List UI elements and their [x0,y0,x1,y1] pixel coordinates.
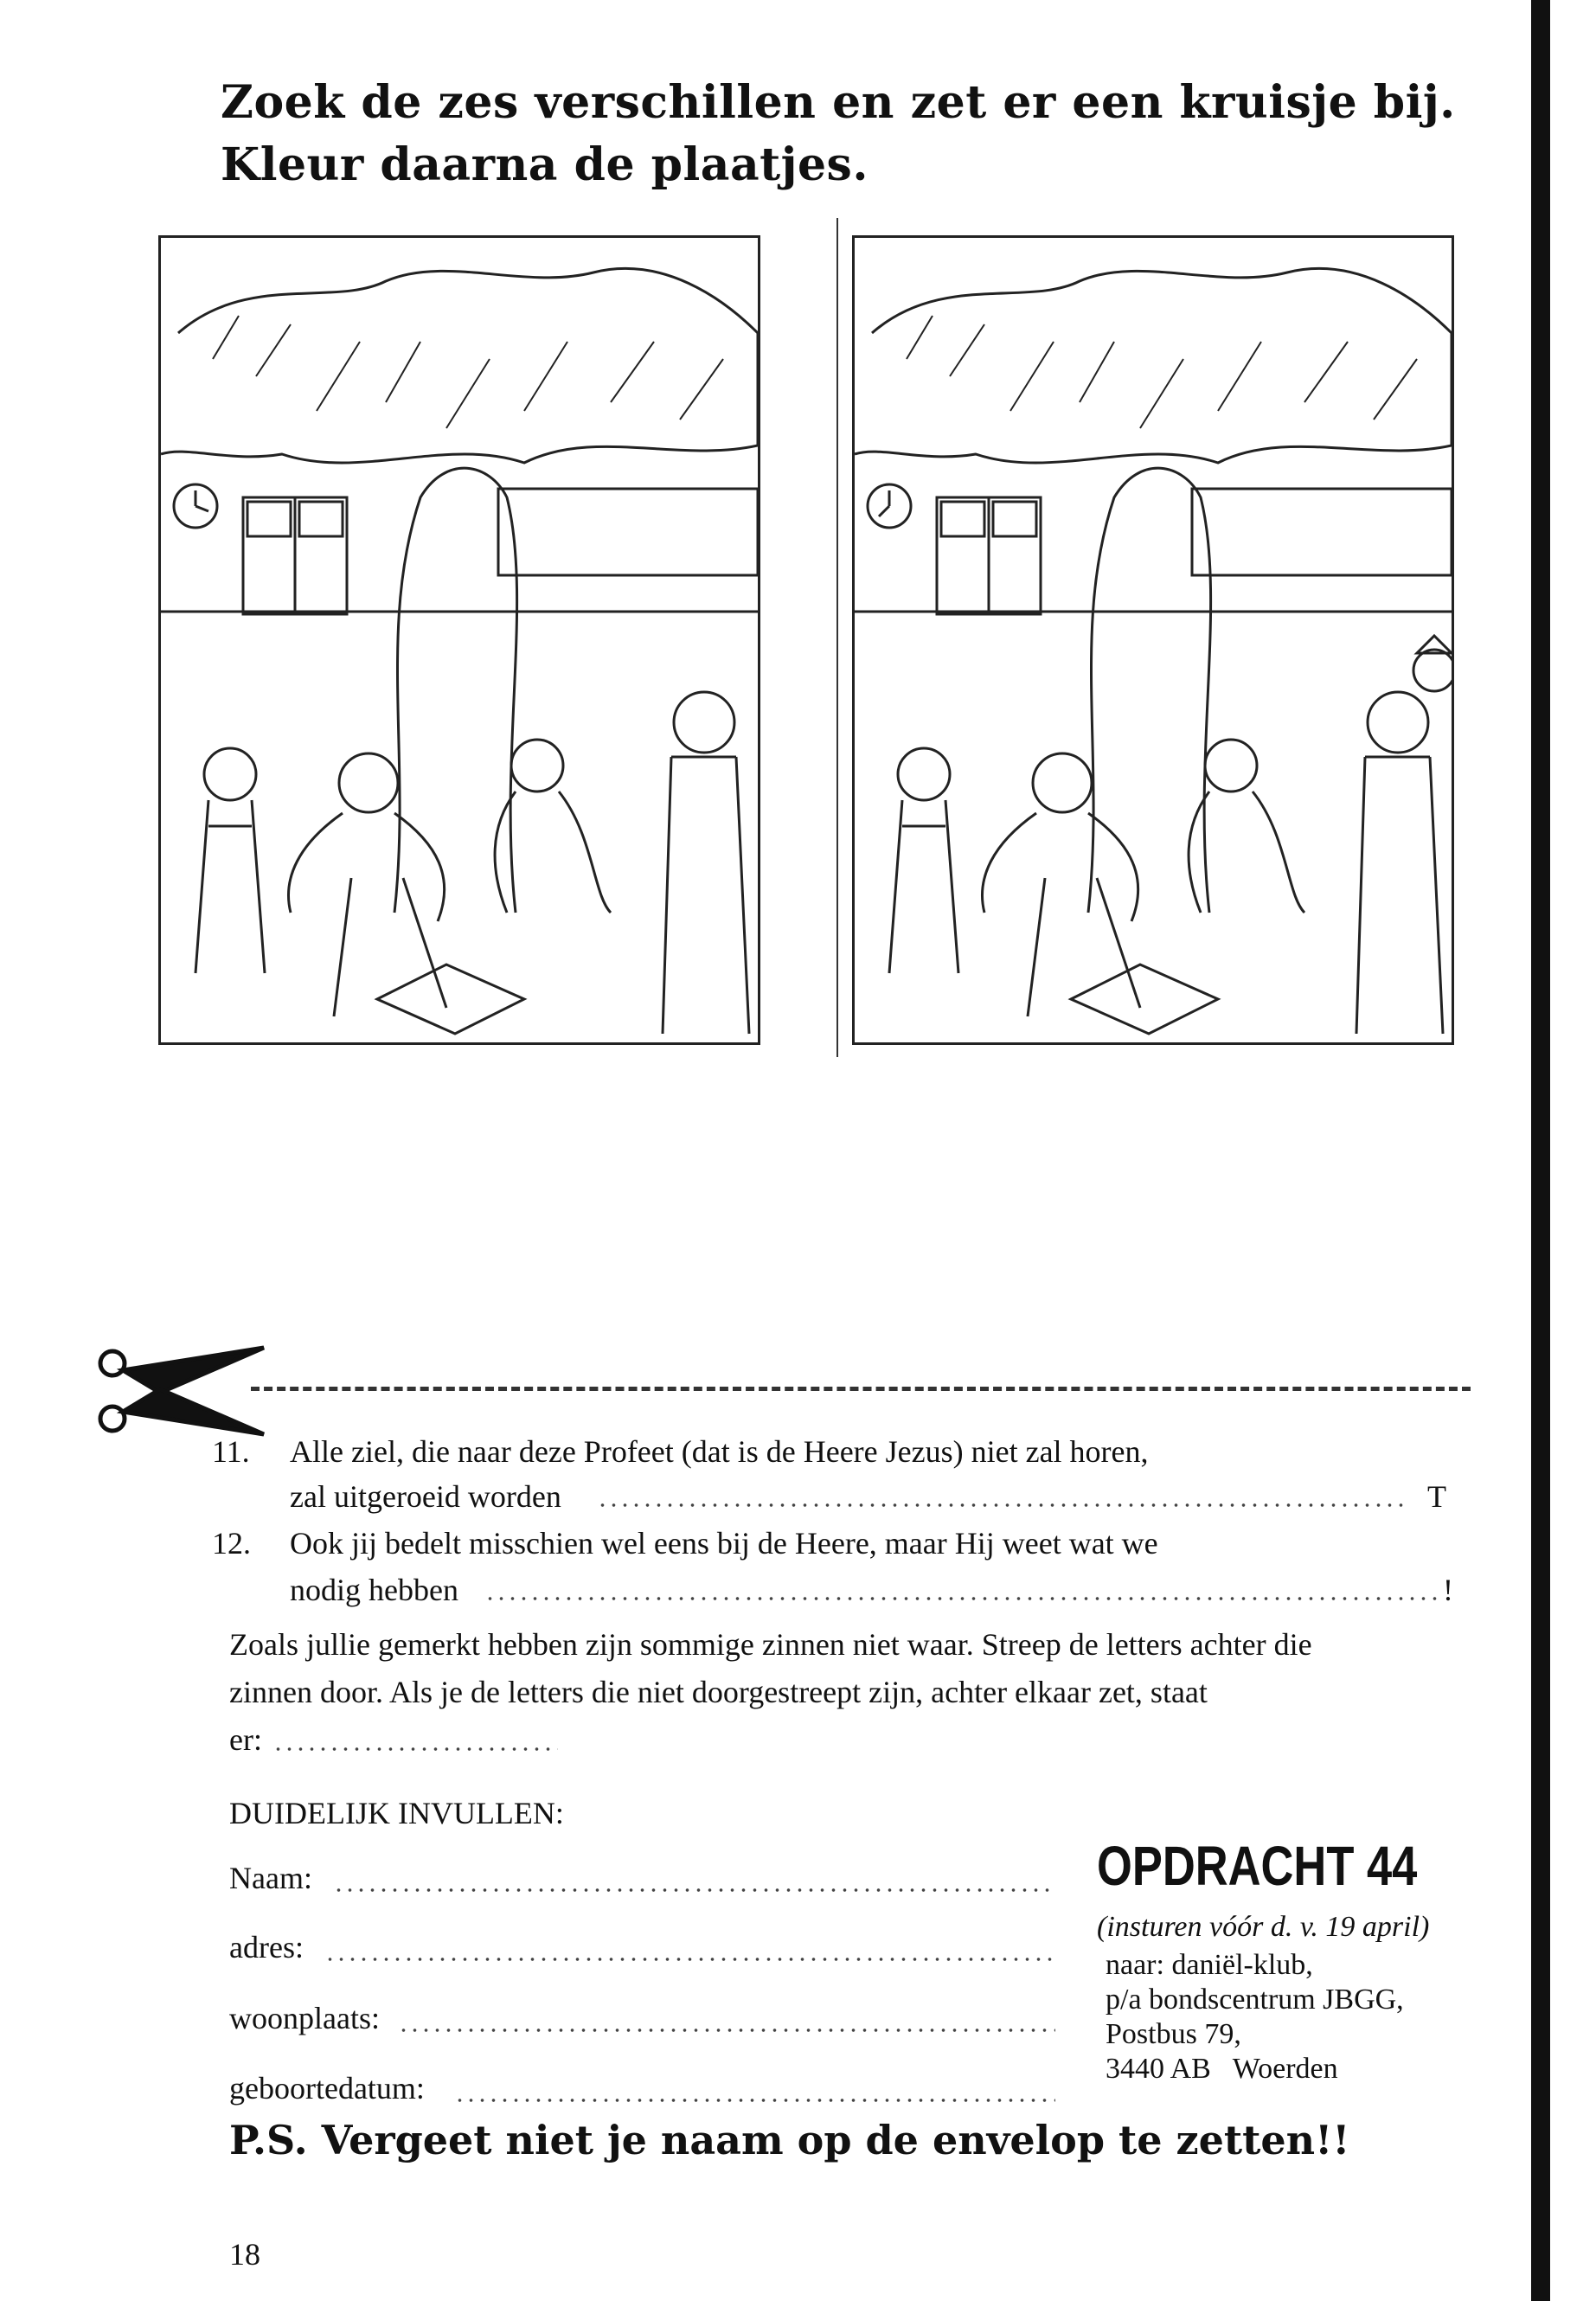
picture-left [158,235,760,1045]
picture-divider [836,218,838,1057]
assignment-deadline: (insturen vóór d. v. 19 april) [1097,1911,1430,1943]
question-12-line-2: nodig hebben [290,1573,458,1607]
name-field[interactable] [333,1888,1055,1892]
schoolyard-drawing-left [161,238,758,1042]
address-field[interactable] [324,1958,1055,1961]
title-line-1: Zoek de zes verschillen en zet er een kruisje bij. [221,76,1456,129]
answer-dots[interactable] [272,1747,558,1751]
instruction-line-2: zinnen door. Als je de letters die niet doorgestreept zijn, achter elkaar zet, staat [229,1675,1208,1709]
postscript: P.S. Vergeet niet je naam op de envelop te zetten!! [229,2117,1350,2163]
address-label: adres: [229,1930,304,1965]
dashed-cut-line [251,1387,1471,1391]
schoolyard-drawing-right [855,238,1452,1042]
picture-right [852,235,1454,1045]
question-11-line-1: Alle ziel, die naar deze Profeet (dat is de Heere Jezus) niet zal horen, [290,1434,1149,1469]
question-11-letter: T [1427,1479,1446,1514]
address-line-4: 3440 AB Woerden [1106,2053,1338,2085]
question-11-number: 11. [212,1434,250,1469]
address-line-3: Postbus 79, [1106,2018,1241,2050]
page-edge-bar [1531,0,1550,2301]
form-heading: DUIDELIJK INVULLEN: [229,1796,564,1830]
birthdate-field[interactable] [454,2099,1055,2102]
question-11-dots [597,1503,1410,1507]
city-label: woonplaats: [229,2001,380,2035]
question-12-letter: ! [1443,1573,1453,1607]
city-field[interactable] [398,2029,1055,2032]
question-12-line-1: Ook jij bedelt misschien wel eens bij de Heere, maar Hij weet wat we [290,1526,1158,1561]
address-line-1: naar: daniël-klub, [1106,1949,1313,1981]
assignment-title: OPDRACHT 44 [1097,1835,1418,1897]
birthdate-label: geboortedatum: [229,2071,425,2106]
question-11-line-2: zal uitgeroeid worden [290,1479,561,1514]
question-12-dots [484,1597,1440,1600]
instruction-line-3: er: [229,1722,262,1757]
scissors-icon [91,1339,272,1443]
question-12-number: 12. [212,1526,251,1561]
title-line-2: Kleur daarna de plaatjes. [221,138,869,191]
instruction-line-1: Zoals jullie gemerkt hebben zijn sommige zinnen niet waar. Streep de letters achter die [229,1627,1312,1662]
page-number: 18 [229,2237,260,2272]
address-line-2: p/a bondscentrum JBGG, [1106,1984,1404,2016]
name-label: Naam: [229,1861,312,1895]
